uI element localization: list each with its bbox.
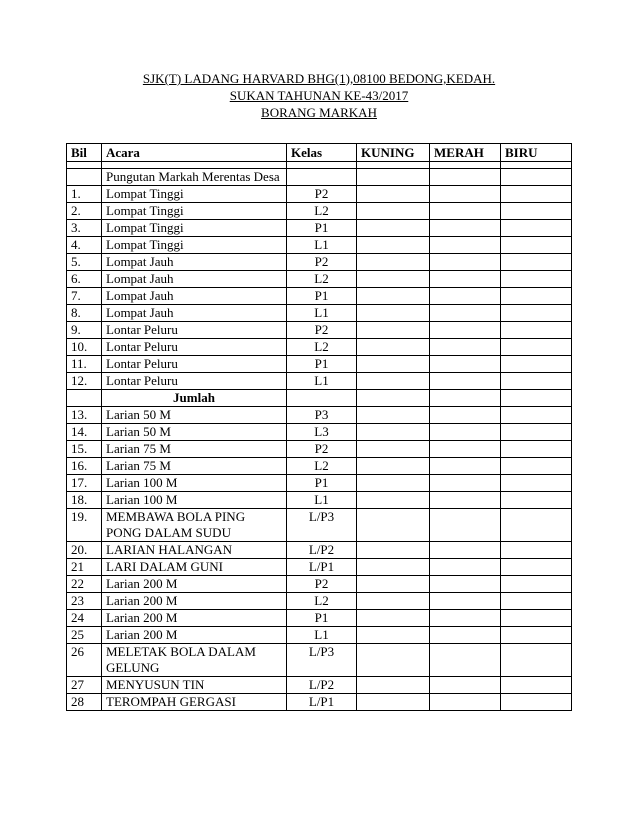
biru-cell [501,593,572,610]
row-number: 10. [67,339,102,356]
table-row [67,339,572,356]
event-name: Larian 100 M [102,475,287,492]
biru-cell [501,322,572,339]
merah-cell [430,542,501,559]
column-header-merah: MERAH [430,144,501,162]
event-class: L1 [287,492,357,509]
table-row [67,644,572,677]
kuning-cell [357,203,430,220]
table-header-row [67,144,572,162]
empty-cell [287,169,357,186]
event-name: Lontar Peluru [102,322,287,339]
empty-cell [287,162,357,169]
table-row [67,220,572,237]
merah-cell [430,610,501,627]
row-number: 13. [67,407,102,424]
event-class: L1 [287,373,357,390]
row-number: 27 [67,677,102,694]
kuning-cell [357,542,430,559]
row-number: 4. [67,237,102,254]
biru-cell [501,237,572,254]
row-number: 28 [67,694,102,711]
biru-cell [501,186,572,203]
row-number: 6. [67,271,102,288]
row-number: 3. [67,220,102,237]
table-row [67,677,572,694]
biru-cell [501,627,572,644]
merah-cell [430,475,501,492]
jumlah-row [67,390,572,407]
row-number: 1. [67,186,102,203]
row-number: 11. [67,356,102,373]
event-class: L/P2 [287,542,357,559]
event-class: L/P1 [287,694,357,711]
kuning-cell [357,407,430,424]
biru-cell [501,288,572,305]
event-name: Lompat Tinggi [102,220,287,237]
event-name: LARIAN HALANGAN [102,542,287,559]
kuning-cell [357,441,430,458]
kuning-cell [357,677,430,694]
table-row [67,458,572,475]
event-name: TEROMPAH GERGASI [102,694,287,711]
pungutan-label: Pungutan Markah Merentas Desa [102,169,287,186]
event-class: L2 [287,593,357,610]
kuning-cell [357,322,430,339]
kuning-cell [357,356,430,373]
empty-cell [357,162,430,169]
event-name: LARI DALAM GUNI [102,559,287,576]
table-row [67,509,572,542]
kuning-cell [357,271,430,288]
empty-cell [67,390,102,407]
event-name: Lompat Jauh [102,288,287,305]
row-number: 19. [67,509,102,542]
event-name: Lontar Peluru [102,373,287,390]
row-number: 8. [67,305,102,322]
table-row [67,203,572,220]
merah-cell [430,576,501,593]
row-number: 18. [67,492,102,509]
table-row [67,186,572,203]
event-class: P2 [287,186,357,203]
merah-cell [430,441,501,458]
merah-cell [430,186,501,203]
event-name: Larian 200 M [102,593,287,610]
event-class: P2 [287,322,357,339]
merah-cell [430,356,501,373]
kuning-cell [357,305,430,322]
table-row [67,610,572,627]
merah-cell [430,424,501,441]
event-name: Lompat Tinggi [102,203,287,220]
biru-cell [501,644,572,677]
empty-cell [102,162,287,169]
column-header-biru: BIRU [501,144,572,162]
empty-cell [287,390,357,407]
jumlah-label: Jumlah [102,390,287,407]
merah-cell [430,492,501,509]
empty-cell [501,162,572,169]
table-row [67,254,572,271]
kuning-cell [357,339,430,356]
event-class: P1 [287,475,357,492]
event-name: Lompat Jauh [102,271,287,288]
form-title: BORANG MARKAH [261,105,377,120]
row-number: 20. [67,542,102,559]
table-row [67,271,572,288]
table-row [67,475,572,492]
row-number: 7. [67,288,102,305]
row-number: 25 [67,627,102,644]
merah-cell [430,288,501,305]
merah-cell [430,677,501,694]
biru-cell [501,407,572,424]
row-number: 24 [67,610,102,627]
merah-cell [430,271,501,288]
column-header-kelas: Kelas [287,144,357,162]
table-row [67,694,572,711]
event-class: L/P3 [287,644,357,677]
event-class: P2 [287,254,357,271]
event-name: Larian 50 M [102,424,287,441]
merah-cell [430,254,501,271]
event-class: P1 [287,610,357,627]
event-name: MENYUSUN TIN [102,677,287,694]
event-title: SUKAN TAHUNAN KE-43/2017 [229,88,409,103]
event-name: Larian 100 M [102,492,287,509]
merah-cell [430,237,501,254]
biru-cell [501,559,572,576]
merah-cell [430,694,501,711]
biru-cell [501,509,572,542]
event-class: P1 [287,288,357,305]
table-row [67,542,572,559]
kuning-cell [357,559,430,576]
row-number: 17. [67,475,102,492]
row-number: 16. [67,458,102,475]
kuning-cell [357,220,430,237]
biru-cell [501,390,572,407]
biru-cell [501,356,572,373]
biru-cell [501,203,572,220]
column-header-kuning: KUNING [357,144,430,162]
kuning-cell [357,424,430,441]
event-name: Lontar Peluru [102,339,287,356]
event-class: P1 [287,220,357,237]
table-row [67,593,572,610]
event-class: P3 [287,407,357,424]
merah-cell [430,220,501,237]
biru-cell [501,441,572,458]
table-row [67,356,572,373]
document-header [0,70,638,121]
school-title: SJK(T) LADANG HARVARD BHG(1),08100 BEDONG,KEDAH. [142,71,496,86]
kuning-cell [357,458,430,475]
empty-cell [67,169,102,186]
table-row [67,407,572,424]
biru-cell [501,169,572,186]
row-number: 15. [67,441,102,458]
event-class: L1 [287,237,357,254]
event-class: L/P1 [287,559,357,576]
event-class: P2 [287,441,357,458]
event-class: L2 [287,339,357,356]
row-number: 2. [67,203,102,220]
merah-cell [430,373,501,390]
event-class: L3 [287,424,357,441]
table-row [67,322,572,339]
biru-cell [501,373,572,390]
kuning-cell [357,390,430,407]
row-number: 21 [67,559,102,576]
kuning-cell [357,644,430,677]
merah-cell [430,339,501,356]
merah-cell [430,203,501,220]
table-row [67,441,572,458]
event-name: Lompat Jauh [102,305,287,322]
kuning-cell [357,373,430,390]
table-row [67,237,572,254]
row-number: 14. [67,424,102,441]
biru-cell [501,694,572,711]
table-row [67,576,572,593]
event-name: Lompat Tinggi [102,237,287,254]
kuning-cell [357,694,430,711]
row-number: 22 [67,576,102,593]
table-row [67,305,572,322]
biru-cell [501,458,572,475]
merah-cell [430,322,501,339]
table-row [67,492,572,509]
event-name: MEMBAWA BOLA PING PONG DALAM SUDU [102,509,287,542]
kuning-cell [357,593,430,610]
event-name: Larian 200 M [102,627,287,644]
biru-cell [501,271,572,288]
event-name: Larian 75 M [102,458,287,475]
event-name: MELETAK BOLA DALAM GELUNG [102,644,287,677]
event-class: P1 [287,356,357,373]
kuning-cell [357,492,430,509]
event-class: L1 [287,627,357,644]
event-name: Larian 200 M [102,610,287,627]
biru-cell [501,305,572,322]
biru-cell [501,424,572,441]
biru-cell [501,492,572,509]
column-header-bil: Bil [67,144,102,162]
header-spacer-row [67,162,572,169]
row-number: 23 [67,593,102,610]
event-name: Larian 50 M [102,407,287,424]
kuning-cell [357,237,430,254]
empty-cell [67,162,102,169]
event-class: L1 [287,305,357,322]
row-number: 26 [67,644,102,677]
biru-cell [501,576,572,593]
merah-cell [430,458,501,475]
biru-cell [501,475,572,492]
event-class: L/P2 [287,677,357,694]
kuning-cell [357,610,430,627]
merah-cell [430,390,501,407]
biru-cell [501,542,572,559]
row-number: 12. [67,373,102,390]
event-class: L/P3 [287,509,357,542]
table-row [67,559,572,576]
merah-cell [430,509,501,542]
row-number: 9. [67,322,102,339]
table-row [67,424,572,441]
pungutan-row [67,169,572,186]
event-class: L2 [287,203,357,220]
event-class: P2 [287,576,357,593]
merah-cell [430,593,501,610]
table-row [67,627,572,644]
event-name: Lompat Tinggi [102,186,287,203]
table-row [67,373,572,390]
event-name: Lompat Jauh [102,254,287,271]
merah-cell [430,305,501,322]
biru-cell [501,677,572,694]
kuning-cell [357,509,430,542]
event-name: Larian 75 M [102,441,287,458]
biru-cell [501,254,572,271]
biru-cell [501,610,572,627]
kuning-cell [357,186,430,203]
event-name: Larian 200 M [102,576,287,593]
biru-cell [501,339,572,356]
kuning-cell [357,576,430,593]
kuning-cell [357,169,430,186]
row-number: 5. [67,254,102,271]
event-class: L2 [287,458,357,475]
kuning-cell [357,627,430,644]
merah-cell [430,644,501,677]
merah-cell [430,169,501,186]
merah-cell [430,407,501,424]
kuning-cell [357,288,430,305]
kuning-cell [357,475,430,492]
event-name: Lontar Peluru [102,356,287,373]
column-header-acara: Acara [102,144,287,162]
biru-cell [501,220,572,237]
score-table [66,143,572,711]
merah-cell [430,627,501,644]
kuning-cell [357,254,430,271]
empty-cell [430,162,501,169]
merah-cell [430,559,501,576]
table-row [67,288,572,305]
event-class: L2 [287,271,357,288]
